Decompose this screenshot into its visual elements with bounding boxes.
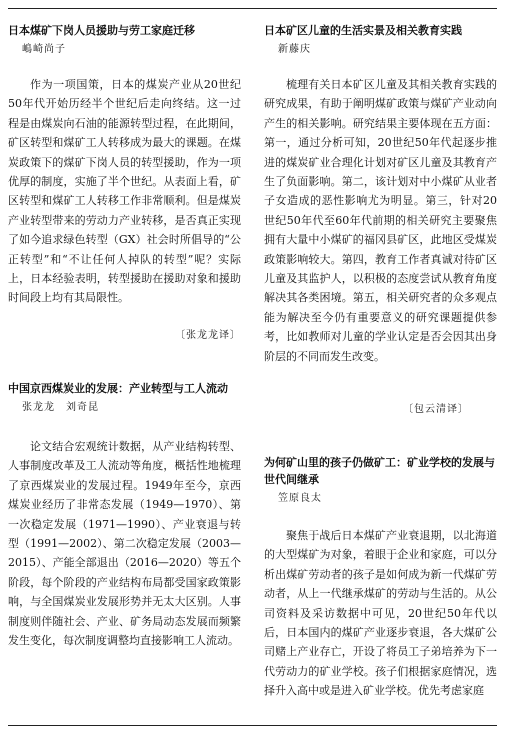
top-rule	[8, 8, 497, 9]
article-title: 为何矿山里的孩子仍做矿工：矿业学校的发展与世代间继承	[264, 456, 495, 486]
article-abstract: 聚焦于战后日本煤矿产业衰退期，以北海道的大型煤矿为对象，着眼于企业和家庭，可以分析出煤矿劳动者的孩子是如何成为新一代煤矿劳动者，从上一代继承煤矿的劳动与生活的。从公司资料及采访数据中可见，20世纪50年代以后，日本国内的煤矿产业逐步衰退，各大煤矿公司赌上产业存亡，开设了将员工子弟培养为下一代劳动力的矿业学校。孩子们根据家庭情况，选择升入高中或是进入矿业学校。优先考虑家庭	[264, 529, 497, 698]
article-abstract: 梳理有关日本矿区儿童及其相关教育实践的研究成果，有助于阐明煤矿政策与煤矿产业动向产生的相关影响。研究结果主要体现在五方面：第一，通过分析可知，20世纪50年代起逐步推进的煤炭矿业合理化计划对矿区儿童及其教育产生了负面影响。第二，该计划对中小煤矿从业者子女造成的恶性影响尤为明显。第三，针对20世纪50年代至60年代前期的相关研究主要聚焦拥有大量中小煤矿的福冈县矿区，此地区受煤炭政策影响较大。第四，教育工作者真诚对待矿区儿童及其监护人，以积极的态度尝试从教育角度解决其各类困境。第五，相关研究者的众多观点能为解决至今仍有重要意义的研究课题提供参考，比如教师对儿童的学业认定是否会因其出身阶层的不同而发生改变。	[264, 78, 497, 363]
article-jingxi-coal-industry	[8, 380, 241, 650]
article-mining-school-succession	[264, 454, 497, 701]
article-coal-layoff-assistance	[8, 22, 241, 308]
article-author: 张龙龙 刘奇昆	[22, 402, 99, 413]
article-author: 笠原良太	[278, 493, 322, 504]
article-author: 新藤庆	[278, 44, 311, 55]
article-mining-children-education	[264, 22, 497, 366]
article-author: 嶋崎尚子	[22, 44, 66, 55]
article-abstract: 论文结合宏观统计数据，从产业结构转型、人事制度改革及工人流动等角度，概括性地梳理了京西煤炭业的发展过程。1949年至今，京西煤炭业经历了非常态发展（1949—1970）、第一次稳定发展（1971—1990）、产业衰退与转型（1991—2002）、第二次稳定发展（2003—2015）、产能全部退出（2016—2020）等五个阶段，每个阶段的产业结构布局都受国家政策影响，与全国煤炭业发展形势并无太大区别。人事制度则伴随社会、产业、矿务局动态发展而频繁发生变化，每次制度调整均直接影响工人流动。	[8, 440, 241, 648]
translator-credit: 〔包云清译〕	[403, 404, 469, 415]
article-title: 中国京西煤炭业的发展：产业转型与工人流动	[8, 382, 228, 395]
bottom-rule	[8, 725, 497, 726]
article-title: 日本煤矿下岗人员援助与劳工家庭迁移	[8, 24, 195, 37]
translator-credit: 〔张龙龙译〕	[175, 330, 241, 341]
article-title: 日本矿区儿童的生活实景及相关教育实践	[264, 24, 462, 37]
article-abstract: 作为一项国策，日本的煤炭产业从20世纪50年代开始历经半个世纪后走向终结。这一过程是由煤炭向石油的能源转型过程，在此期间，矿区转型和煤矿工人转移成为最大的课题。在煤炭政策下的煤矿下岗人员的转型援助，作为一项优厚的制度，实施了半个世纪。从表面上看，矿区转型和煤矿工人转移工作非常顺利。但是煤炭产业转型带来的劳动力产业转移，是否真正实现了如今追求绿色转型（GX）社会时所倡导的“公正转型”和“不让任何人掉队的转型”呢？实际上，日本经验表明，转型援助在援助对象和援助时间段上均有其局限性。	[8, 78, 241, 305]
